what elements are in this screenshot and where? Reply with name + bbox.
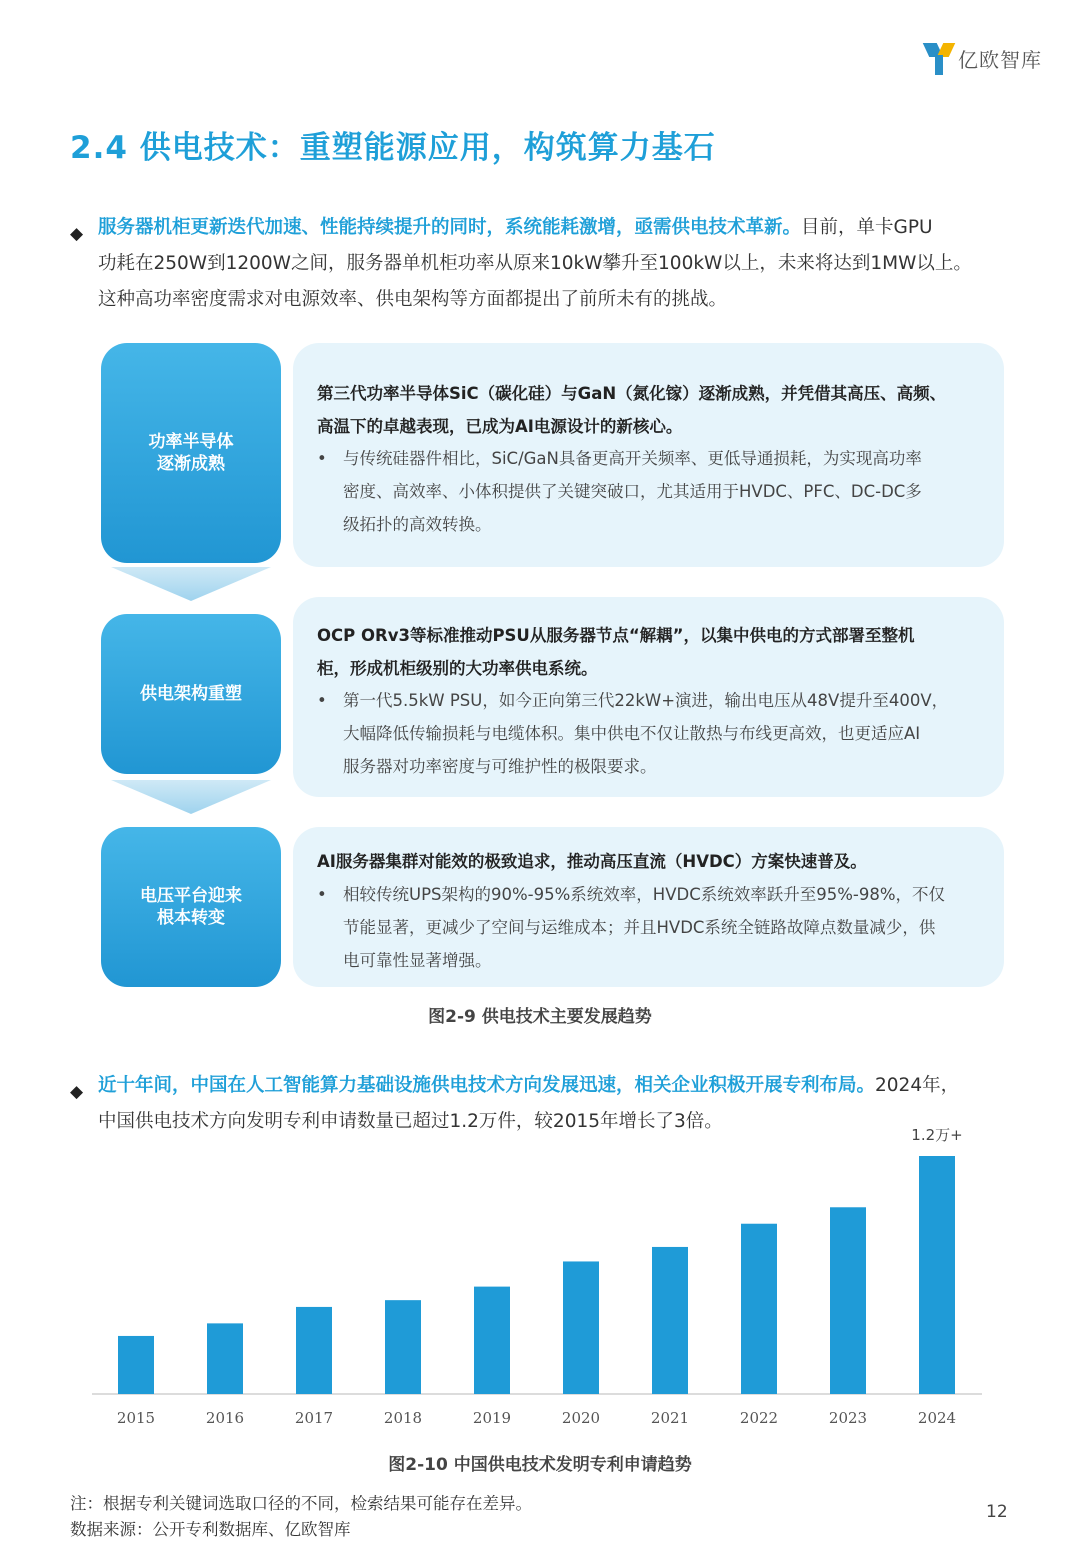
x-tick-label: 2024 (917, 1409, 957, 1427)
bar-2017 (296, 1307, 332, 1394)
bar-2023 (830, 1207, 866, 1394)
bar-2021 (652, 1247, 688, 1394)
x-tick-label: 2021 (650, 1409, 690, 1427)
x-tick-label: 2023 (828, 1409, 868, 1427)
diamond-bullet-icon: ◆ (70, 1082, 84, 1102)
bar-2024 (919, 1156, 955, 1394)
x-tick-label: 2017 (294, 1409, 334, 1427)
intro-line1-rest: 目前，单卡GPU (801, 217, 933, 238)
x-tick-label: 2020 (561, 1409, 601, 1427)
bar-2015 (118, 1336, 154, 1394)
flow-step-1-bullet-line2: 密度、高效率、小体积提供了关键突破口，尤其适用于HVDC、PFC、DC-DC多 (343, 482, 922, 501)
patent-line1-rest: 2024年， (875, 1075, 960, 1096)
flow-step-1-title-line2: 高温下的卓越表现，已成为AI电源设计的新核心。 (317, 417, 683, 436)
flow-step-2-label-line1: 供电架构重塑 (140, 684, 242, 704)
bullet-dot-icon: • (317, 691, 327, 710)
brand-name: 亿欧智库 (958, 47, 1042, 72)
bar-2020 (563, 1261, 599, 1394)
patent-line2: 中国供电技术方向发明专利申请数量已超过1.2万件，较2015年增长了3倍。 (98, 1111, 723, 1132)
bar-2022 (741, 1224, 777, 1394)
diamond-bullet-icon: ◆ (70, 224, 84, 244)
flow-step-1-bullet-line1: 与传统硅器件相比，SiC/GaN具备更高开关频率、更低导通损耗，为实现高功率 (343, 449, 922, 468)
intro-line3: 这种高功率密度需求对电源效率、供电架构等方面都提出了前所未有的挑战。 (98, 289, 728, 310)
data-label: 1.2万+ (911, 1126, 963, 1144)
intro-highlight: 服务器机柜更新迭代加速、性能持续提升的同时，系统能耗激增，亟需供电技术革新。 (98, 217, 802, 238)
flow-step-2-title-line1: OCP ORv3等标准推动PSU从服务器节点“解耦”，以集中供电的方式部署至整机 (317, 626, 915, 645)
bullet-dot-icon: • (317, 885, 327, 904)
bullet-dot-icon: • (317, 449, 327, 468)
flow-step-3-bullet-line3: 电可靠性显著增强。 (343, 951, 492, 970)
patent-highlight: 近十年间，中国在人工智能算力基础设施供电技术方向发展迅速，相关企业积极开展专利布局。 (98, 1075, 876, 1096)
flow-step-3-bullet-line2: 节能显著，更减少了空间与运维成本；并且HVDC系统全链路故障点数量减少，供 (343, 918, 936, 937)
flow-step-2-title-line2: 柜，形成机柜级别的大功率供电系统。 (317, 659, 598, 678)
x-tick-label: 2019 (472, 1409, 512, 1427)
flow-step-3-label-line1: 电压平台迎来 (140, 886, 242, 906)
flow-step-3-title-line1: AI服务器集群对能效的极致追求，推动高压直流（HVDC）方案快速普及。 (317, 852, 867, 871)
x-tick-label: 2018 (383, 1409, 423, 1427)
flow-step-2-bullet-line3: 服务器对功率密度与可维护性的极限要求。 (343, 757, 657, 776)
figure-caption-2-9: 图2-9 供电技术主要发展趋势 (428, 1007, 652, 1027)
figure-caption-2-10: 图2-10 中国供电技术发明专利申请趋势 (388, 1455, 692, 1475)
flow-step-3-label-line2: 根本转变 (157, 908, 225, 928)
page-number: 12 (986, 1502, 1008, 1522)
bar-2018 (385, 1300, 421, 1394)
bar-2016 (207, 1323, 243, 1394)
x-tick-label: 2015 (116, 1409, 156, 1427)
data-source: 数据来源：公开专利数据库、亿欧智库 (70, 1520, 351, 1539)
bar-2019 (474, 1287, 510, 1394)
flow-step-1-label-line2: 逐渐成熟 (157, 454, 225, 474)
section-heading: 2.4 供电技术：重塑能源应用，构筑算力基石 (70, 130, 716, 166)
flow-step-1-label-line1: 功率半导体 (148, 432, 234, 452)
x-tick-label: 2022 (739, 1409, 779, 1427)
flow-step-2-bullet-line2: 大幅降低传输损耗与电缆体积。集中供电不仅让散热与布线更高效，也更适应AI (343, 724, 921, 743)
chart-note: 注：根据专利关键词选取口径的不同，检索结果可能存在差异。 (70, 1494, 532, 1513)
flow-step-2-bullet-line1: 第一代5.5kW PSU，如今正向第三代22kW+演进，输出电压从48V提升至400V， (343, 691, 949, 710)
flow-step-1-bullet-line3: 级拓扑的高效转换。 (343, 515, 492, 534)
flow-step-3-bullet-line1: 相较传统UPS架构的90%-95%系统效率，HVDC系统效率跃升至95%-98%，不仅 (343, 885, 946, 904)
intro-line2: 功耗在250W到1200W之间，服务器单机柜功率从原来10kW攀升至100kW以上，未来将达到1MW以上。 (98, 253, 972, 274)
flow-step-1-title-line1: 第三代功率半导体SiC（碳化硅）与GaN（氮化镓）逐渐成熟，并凭借其高压、高频、 (317, 384, 947, 403)
x-tick-label: 2016 (205, 1409, 245, 1427)
